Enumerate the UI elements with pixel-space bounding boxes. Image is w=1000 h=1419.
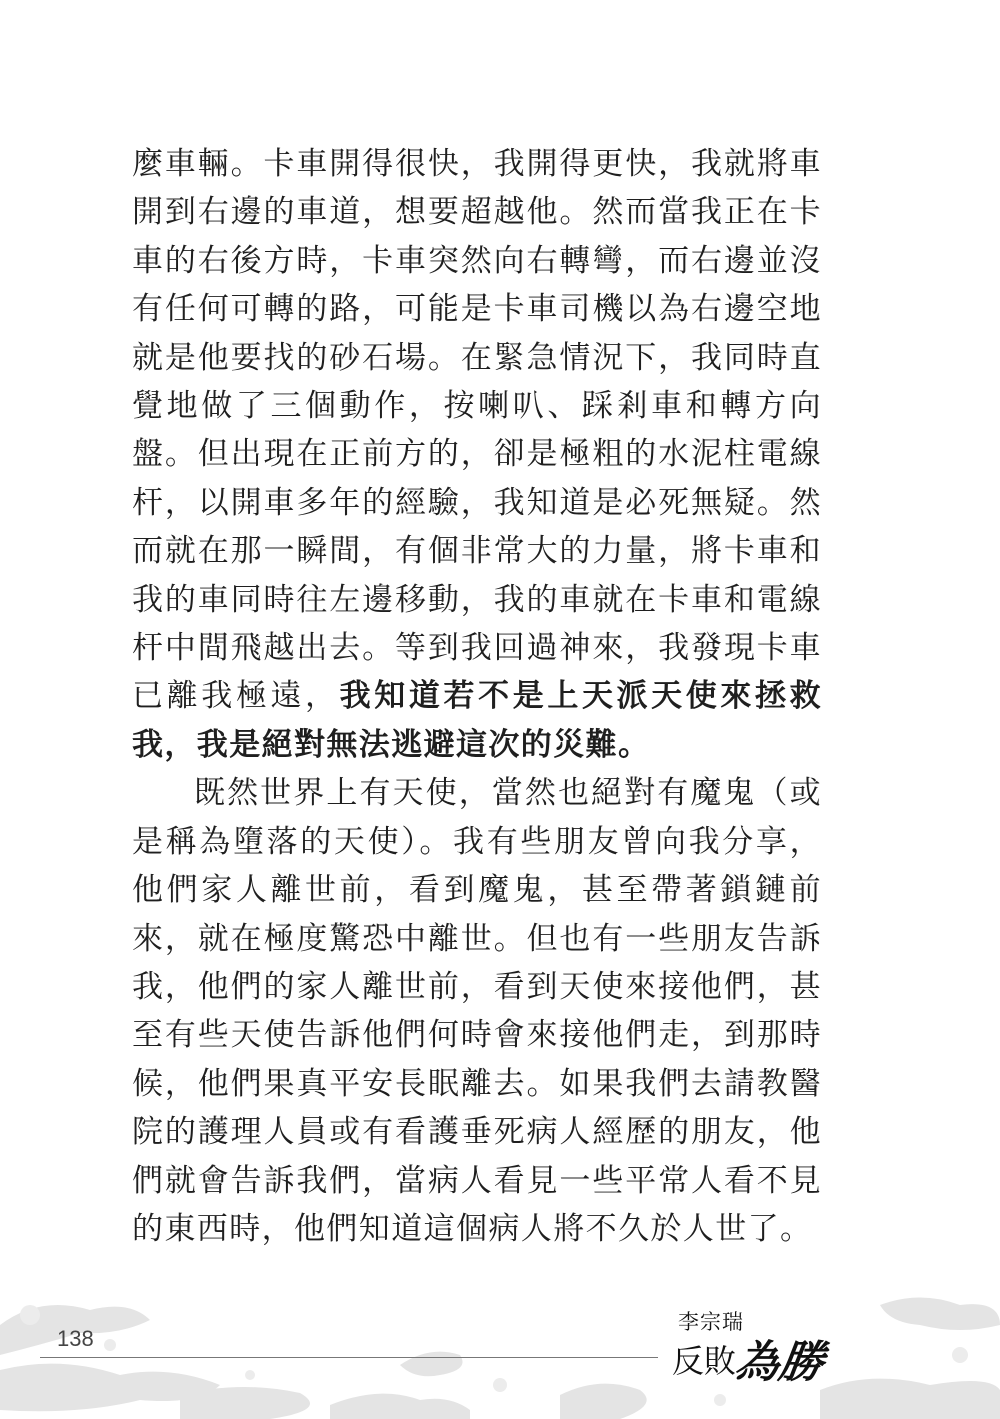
paragraph-2: 既然世界上有天使，當然也絕對有魔鬼（或是稱為墮落的天使）。我有些朋友曾向我分享，他們家人離世前，看到魔鬼，甚至帶著鎖鏈前來，就在極度驚恐中離世。但也有一些朋友告訴我，他們的家人離世前，看到天使來接他們，甚至有些天使告訴他們何時會來接他們走，到那時候，他們果真平安長眠離去。如果我們去請教醫院的護理人員或有看護垂死病人經歷的朋友，他們就會告訴我們，當病人看見一些平常人看不見的東西時，他們知道這個病人將不久於人世了。 [132,775,822,1247]
main-text [132,140,822,1253]
book-title-logo [672,1302,842,1388]
ink-wash-decoration [0,1275,1000,1419]
book-title-prefix: 反敗 [672,1342,737,1380]
book-title-calligraphy: 為勝 [731,1337,827,1388]
book-author: 李宗瑞 [678,1310,744,1334]
paragraph-1 [132,140,822,769]
paragraph-1-text: 麼車輛。卡車開得很快，我開得更快，我就將車開到右邊的車道，想要超越他。然而當我正在卡車的右後方時，卡車突然向右轉彎，而右邊並沒有任何可轉的路，可能是卡車司機以為右邊空地就是他要找的砂石場。在緊急情況下，我同時直覺地做了三個動作，按喇叭、踩剎車和轉方向盤。但出現在正前方的，卻是極粗的水泥柱電線杆，以開車多年的經驗，我知道是必死無疑。然而就在那一瞬間，有個非常大的力量，將卡車和我的車同時往左邊移動，我的車就在卡車和電線杆中間飛越出去。等到我回過神來，我發現卡車已離我極遠， [132,146,822,715]
page-number: 138 [57,1326,94,1351]
footer-rule [40,1357,658,1358]
paragraph-1-emphasis: 我知道若不是上天派天使來拯救我，我是絕對無法逃避這次的災難。 [132,678,822,763]
